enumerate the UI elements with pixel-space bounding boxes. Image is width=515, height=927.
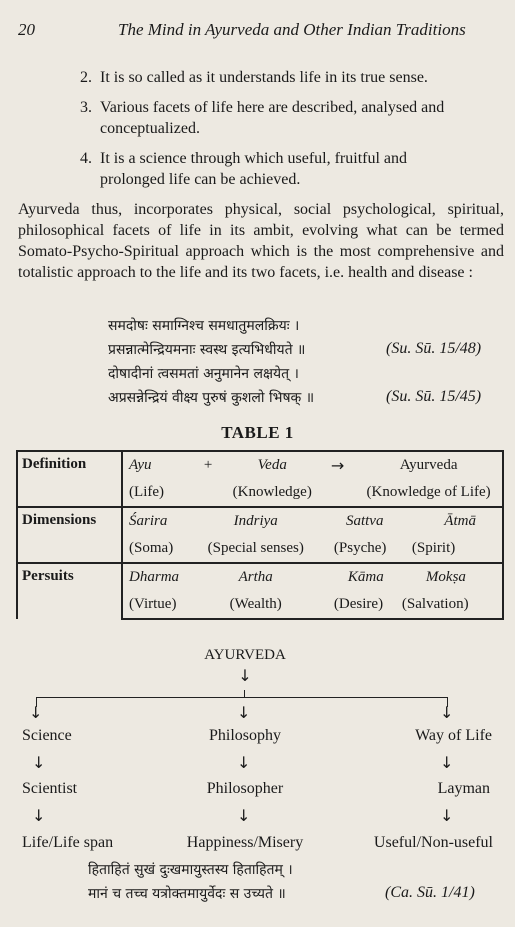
table-cell <box>320 507 503 535</box>
table-cell: (Soma) <box>122 535 192 563</box>
page-number: 20 <box>18 20 35 39</box>
arrow-down-icon: ↓ <box>237 703 251 722</box>
diagram-root: AYURVEDA <box>204 647 286 663</box>
table-cell: Veda <box>225 451 320 479</box>
table-cell: Indriya <box>192 507 320 535</box>
table-cell-desire: (Desire) <box>333 596 384 612</box>
list-text: It is a science through which useful, fruitful and <box>100 150 408 167</box>
table-cell-salvation: (Salvation) <box>401 596 469 612</box>
table-cell-atma: Ātmā <box>444 513 476 529</box>
branch-line <box>244 690 245 698</box>
table-cell: Ayurveda <box>355 451 503 479</box>
running-title: The Mind in Ayurveda and Other Indian Traditions <box>118 20 466 39</box>
sanskrit-verse-line: समदोषः समाग्निश्च समधातुमलक्रियः । <box>108 318 300 334</box>
list-text: conceptualized. <box>100 120 200 137</box>
arrow-down-icon: ↓ <box>32 806 46 825</box>
table-cell <box>320 563 503 591</box>
arrow-icon: → <box>320 451 355 479</box>
table-cell <box>320 535 503 563</box>
sanskrit-verse-line: मानं च तच्च यत्रोक्तमायुर्वेदः स उच्यते ॥ <box>88 886 286 902</box>
table-row <box>17 451 503 479</box>
diagram-node: Layman <box>437 780 490 797</box>
list-number: 3. <box>80 99 92 116</box>
diagram-node: Philosophy <box>208 727 281 744</box>
verse-reference: (Ca. Sū. 1/41) <box>385 884 475 901</box>
list-number: 4. <box>80 150 92 167</box>
table-cell-moksa: Mokṣa <box>425 569 466 585</box>
table-cell: (Knowledge of Life) <box>355 479 503 507</box>
row-label: Persuits <box>17 563 122 619</box>
table-cell: Dharma <box>122 563 192 591</box>
row-label: Dimensions <box>17 507 122 563</box>
arrow-down-icon: ↓ <box>440 806 454 825</box>
verse-reference: (Su. Sū. 15/48) <box>386 340 482 357</box>
sanskrit-verse-line: हिताहितं सुखं दुःखमायुस्तस्य हिताहितम् । <box>88 862 293 878</box>
body-paragraph: Ayurveda thus, incorporates physical, social psychological, spiritual, philosophical facets of life in its ambit, evolving what can be termed Somato-Psycho-Spiritual approach which is the most comprehensive and totalistic approach to the life and its two facets, i.e. health and disease : <box>18 201 504 281</box>
arrow-down-icon: ↓ <box>32 753 46 772</box>
diagram-node: Way of Life <box>415 727 492 744</box>
table-cell: Artha <box>192 563 320 591</box>
arrow-down-icon: ↓ <box>440 753 454 772</box>
list-text: prolonged life can be achieved. <box>100 171 301 188</box>
list-number: 2. <box>80 69 92 86</box>
arrow-down-icon: ↓ <box>238 666 252 685</box>
table-cell: (Special senses) <box>192 535 320 563</box>
table-cell-sattva: Sattva <box>345 513 384 529</box>
table-cell: (Wealth) <box>192 591 320 619</box>
table-cell: + <box>192 451 225 479</box>
table-title: TABLE 1 <box>221 423 294 442</box>
table-cell-kama: Kāma <box>347 569 384 585</box>
arrow-down-icon: ↓ <box>440 703 454 722</box>
table-row <box>17 563 503 591</box>
diagram-node: Science <box>22 727 72 744</box>
row-label: Definition <box>17 451 122 507</box>
arrow-down-icon: ↓ <box>237 806 251 825</box>
verse-reference: (Su. Sū. 15/45) <box>386 388 482 405</box>
branch-line <box>36 697 447 698</box>
table-cell <box>320 591 503 619</box>
diagram-node: Philosopher <box>206 780 284 797</box>
table-cell: (Knowledge) <box>225 479 320 507</box>
table-cell-spirit: (Spirit) <box>411 540 456 556</box>
sanskrit-verse-line: दोषादीनां त्वसमतां अनुमानेन लक्षयेत् । <box>108 366 299 382</box>
table-1 <box>16 450 504 620</box>
diagram-node: Useful/Non-useful <box>373 834 493 851</box>
table-cell: Śarira <box>122 507 192 535</box>
arrow-down-icon: ↓ <box>237 753 251 772</box>
list-text: Various facets of life here are described, analysed and <box>100 99 445 116</box>
sanskrit-verse-line: प्रसन्नात्मेन्द्रियमनाः स्वस्थ इत्यभिधीयते ॥ <box>108 342 306 358</box>
arrow-down-icon: ↓ <box>29 703 43 722</box>
table-cell-psyche: (Psyche) <box>333 540 387 556</box>
table-cell: (Virtue) <box>122 591 192 619</box>
sanskrit-verse-line: अप्रसन्नेन्द्रियं वीक्ष्य पुरुषं कुशलो भिषक् ॥ <box>108 390 315 406</box>
diagram-node: Scientist <box>22 780 78 797</box>
diagram-node: Happiness/Misery <box>186 834 304 851</box>
diagram-node: Life/Life span <box>22 834 114 851</box>
list-text: It is so called as it understands life in its true sense. <box>100 69 428 86</box>
table-row <box>17 507 503 535</box>
table-cell: (Life) <box>122 479 192 507</box>
table-cell: Ayu <box>122 451 192 479</box>
